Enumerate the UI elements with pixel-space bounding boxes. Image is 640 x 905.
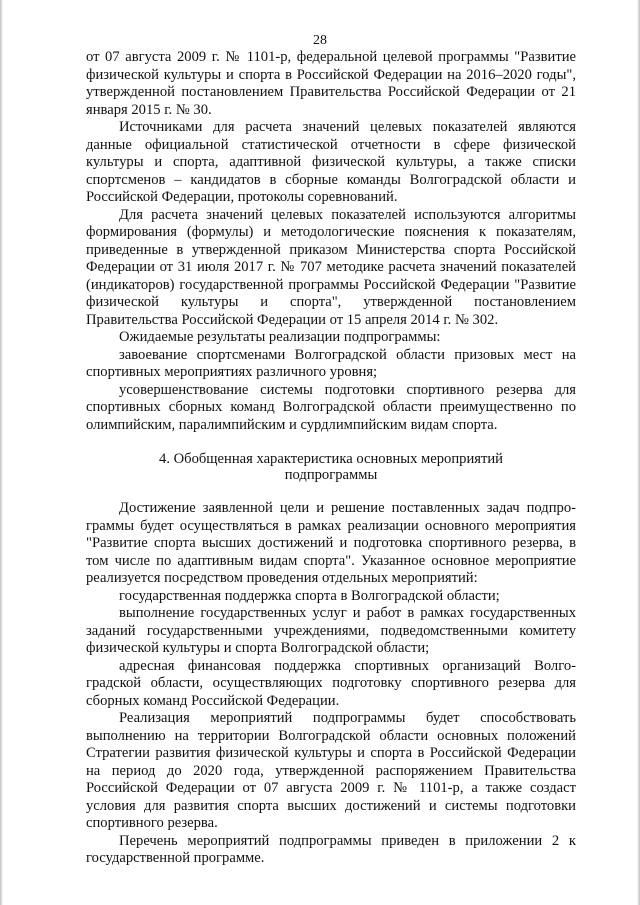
paragraph-expected-results: Ожидаемые результаты реализации подпрограммы: xyxy=(119,329,441,345)
scan-edge-left xyxy=(0,0,3,905)
document-body xyxy=(86,49,576,868)
section-heading: 4. Обобщенная характеристика основных мероприятий подпрограммы xyxy=(159,451,503,483)
list-item-state-support: государственная поддержка спорта в Волгоградской области; xyxy=(119,587,500,604)
paragraph-goal-achievement: Достижение заявленной цели и решение поставленных задач подпрограммы будет осуществляться в рамках реализации основного мероприятия "Развитие спорта высших достижений и подготовка спортивного резерва, в том числе по адаптивным видам спорта". Указанное основное мероприятие реализуется посредством проведения отдельных мероприятий: xyxy=(86,500,576,586)
list-item-financial-support: адресная финансовая поддержка спортивных организаций Волгоградской области, осуществляющих подготовку спортивного резерва для сборных команд Российской Федерации. xyxy=(86,657,576,709)
paragraph-list-reference: Перечень мероприятий подпрограммы приведен в приложении 2 к государственной программе. xyxy=(86,832,576,866)
page-number: 28 xyxy=(313,33,327,48)
list-item-result-reserve: усовершенствование системы подготовки спортивного резерва для спортивных сборных команд Волгоградской области преимущественно по олимпийским, паралимпийским и сурдлимпийским видам спорта. xyxy=(86,381,576,433)
paragraph-calculation-algorithms: Для расчета значений целевых показателей используются алгоритмы формирования (формулы) и методологические пояснения к показателям, приведенные в утвержденной приказом Министерства спорта Российской Федерации от 31 июля 2017 г. № 707 методике расчета значений показателей (индикаторов) государственной программы Российской Федерации "Развитие физической культуры и спорта", утвержденной постановлением Правительства Российской Федерации от 15 апреля 2014 г. № 302. xyxy=(86,206,576,328)
list-item-result-prizes: завоевание спортсменами Волгоградской области призовых мест на спортивных мероприятиях различного уровня; xyxy=(86,346,576,380)
paragraph-implementation: Реализация мероприятий подпрограммы будет способствовать выполнению на территории Волгоградской области основных положений Стратегии развития физической культуры и спорта в Российской Федерации на период до 2020 года, утвержденной распоряжением Правительства Российской Федерации от 07 августа 2009 г. № 1101-р, а также создаст условия для развития спорта высших достижений и системы подготовки спортивного резерва. xyxy=(86,710,576,831)
list-item-state-services: выполнение государственных услуг и работ в рамках государственных заданий государственными учреждениями, подведомственными комитету физической культуры и спорта Волгоградской области; xyxy=(86,605,576,656)
paragraph-data-sources: Источниками для расчета значений целевых показателей являются данные официальной статистической отчетности в сфере физической культуры и спорта, адаптивной физической культуры, а также списки спортсменов – кандидатов в сборные команды Волгоградской области и Российской Федерации, протоколы соревнований. xyxy=(86,119,576,205)
paragraph-continuation: от 07 августа 2009 г. № 1101-р, федеральной целевой программы "Развитие физической культуры и спорта в Российской Федерации на 2016–2020 годы", утвержденной постановлением Правительства Российской Федерации от 21 января 2015 г. № 30. xyxy=(86,49,576,118)
